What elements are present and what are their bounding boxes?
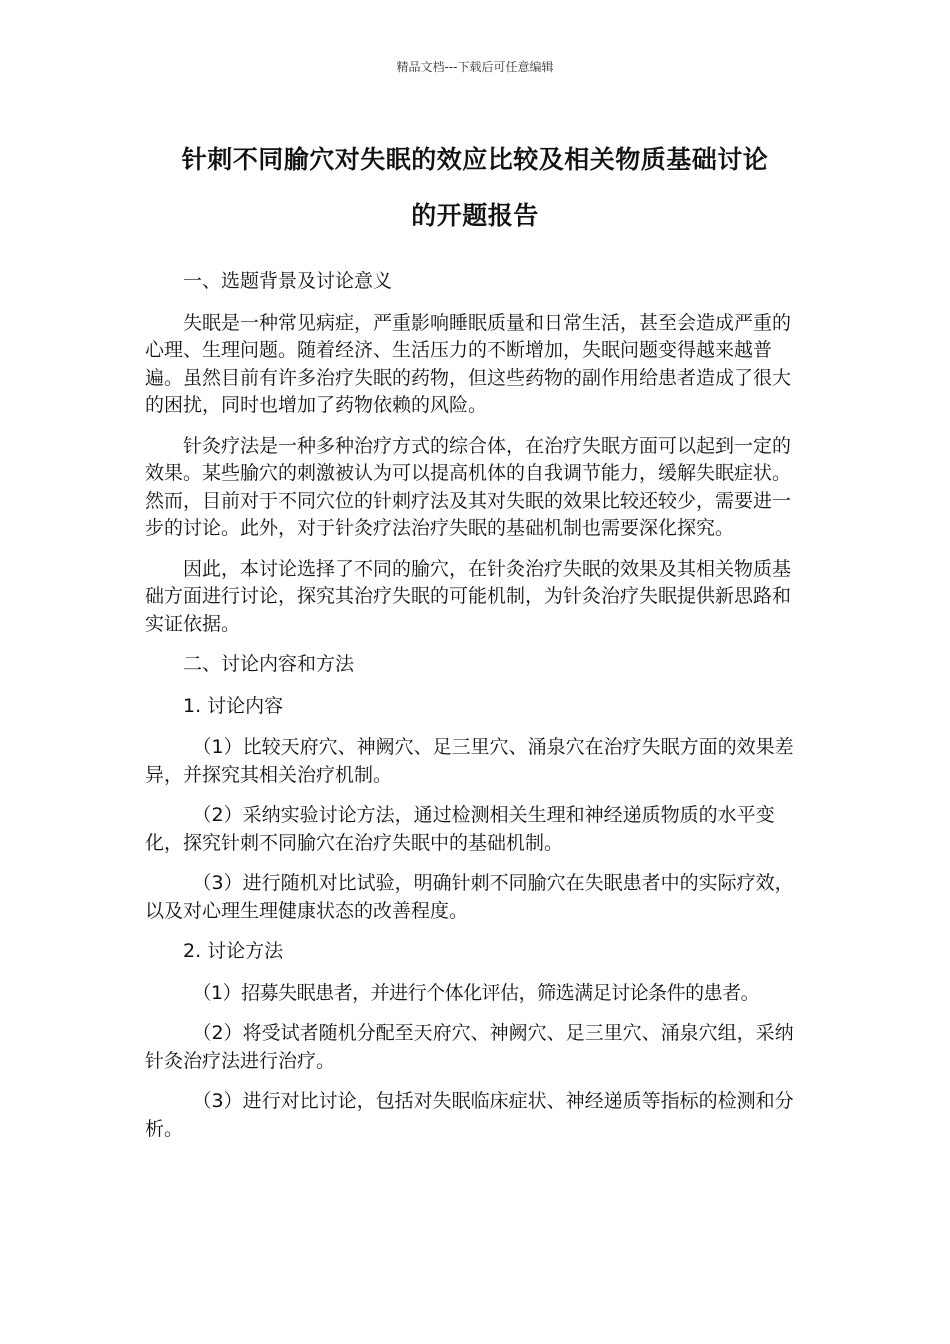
paragraph: 失眠是一种常见病症，严重影响睡眠质量和日常生活，甚至会造成严重的心理、生理问题。随着经济、生活压力的不断增加，失眠问题变得越来越普遍。虽然目前有许多治疗失眠的药物，但这些药物的副作用给患者造成了很大的困扰，同时也增加了药物依赖的风险。 [145,311,792,416]
page-header: 精品文档---下载后可任意编辑 [396,60,554,74]
title-line-2: 的开题报告 [411,201,539,230]
list-item: （3）进行对比讨论，包括对失眠临床症状、神经递质等指标的检测和分析。 [145,1090,794,1140]
list-item: （1）招募失眠患者，并进行个体化评估，筛选满足讨论条件的患者。 [192,981,760,1004]
list-item: （2）采纳实验讨论方法，通过检测相关生理和神经递质物质的水平变化，探究针刺不同腧穴在治疗失眠中的基础机制。 [145,804,775,854]
list-item: （1）比较天府穴、神阙穴、足三里穴、涌泉穴在治疗失眠方面的效果差异，并探究其相关治疗机制。 [145,736,794,786]
paragraph: 针灸疗法是一种多种治疗方式的综合体，在治疗失眠方面可以起到一定的效果。某些腧穴的刺激被认为可以提高机体的自我调节能力，缓解失眠症状。然而，目前对于不同穴位的针刺疗法及其对失眠的效果比较还较少，需要进一步的讨论。此外，对于针灸疗法治疗失眠的基础机制也需要深化探究。 [145,434,792,539]
list-item: （2）将受试者随机分配至天府穴、神阙穴、足三里穴、涌泉穴组，采纳针灸治疗法进行治疗。 [145,1022,794,1072]
section-heading-background: 一、选题背景及讨论意义 [183,270,393,292]
title-line-1: 针刺不同腧穴对失眠的效应比较及相关物质基础讨论 [181,145,769,174]
subheading-methods: 2. 讨论方法 [183,940,284,962]
list-item: （3）进行随机对比试验，明确针刺不同腧穴在失眠患者中的实际疗效，以及对心理生理健康状态的改善程度。 [145,872,794,922]
subheading-content: 1. 讨论内容 [183,694,284,717]
section-heading-methods: 二、讨论内容和方法 [183,653,355,675]
document-body [145,268,805,1156]
document-title [130,132,820,244]
paragraph: 因此，本讨论选择了不同的腧穴，在针灸治疗失眠的效果及其相关物质基础方面进行讨论，探究其治疗失眠的可能机制，为针灸治疗失眠提供新思路和实证依据。 [145,557,792,635]
